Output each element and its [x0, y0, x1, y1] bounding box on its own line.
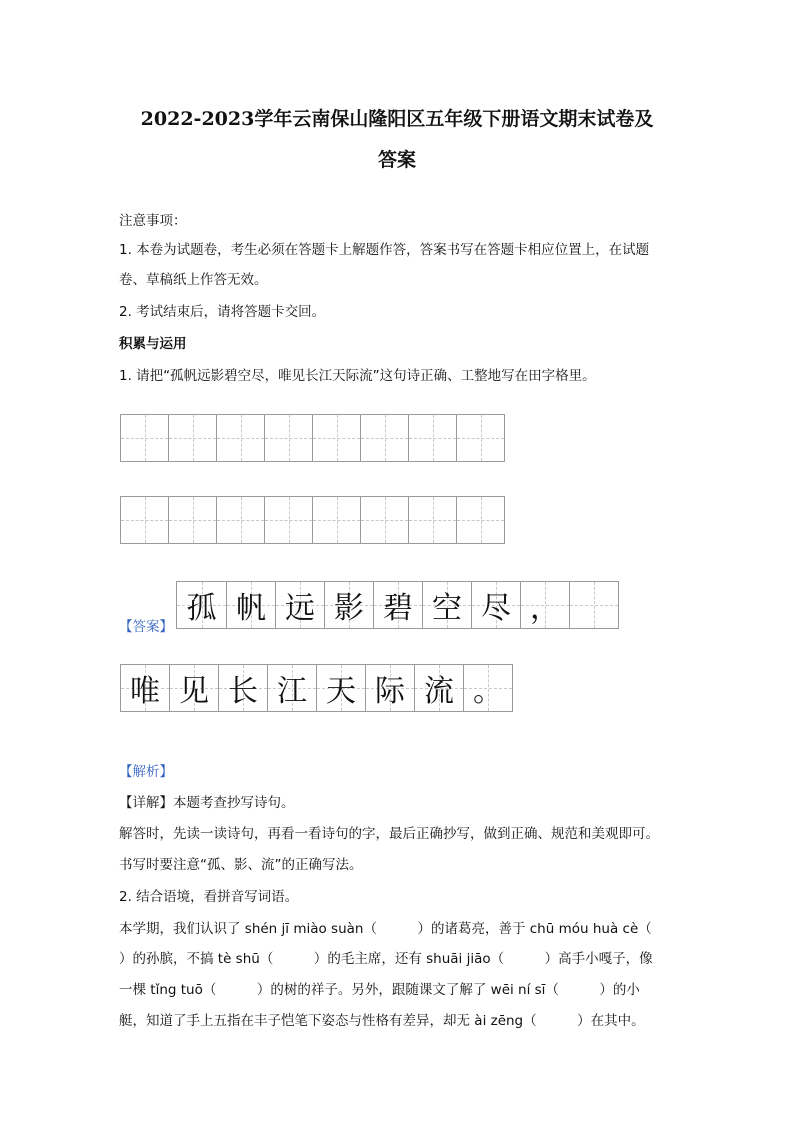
question-2-line-2: ）的孙膑，不搞 tè shū（ ）的毛主席，还有 shuāi jiāo（ ）高手小嘎子，像	[119, 951, 653, 967]
answer-cell	[325, 581, 374, 629]
grid-cell[interactable]	[169, 414, 217, 462]
answer-cell	[170, 664, 219, 712]
answer-char: 远	[285, 591, 315, 626]
grid-cell[interactable]	[361, 496, 409, 544]
notice-item-1: 1. 本卷为试题卷，考生必须在答题卡上解题作答，答案书写在答题卡相应位置上，在试题	[119, 242, 650, 258]
detail-text: 本题考查抄写诗句。	[173, 795, 295, 811]
writing-grid-row-1[interactable]	[120, 414, 505, 462]
detail-line	[119, 791, 295, 811]
answer-char: 见	[179, 674, 209, 709]
answer-cell	[423, 581, 472, 629]
answer-char: 尽	[481, 591, 511, 626]
answer-char: 际	[375, 674, 405, 709]
grid-cell[interactable]	[457, 496, 505, 544]
answer-cell	[276, 581, 325, 629]
question-2-line-4: 艇，知道了手上五指在丰子恺笔下姿态与性格有差异，却无 ài zēng（ ）在其中。	[119, 1013, 645, 1029]
answer-cell	[521, 581, 570, 629]
grid-cell[interactable]	[121, 414, 169, 462]
answer-cell	[415, 664, 464, 712]
answer-cell	[570, 581, 619, 629]
answer-label: 【答案】	[119, 619, 173, 635]
answer-char: 帆	[236, 591, 266, 626]
question-1: 1. 请把“孤帆远影碧空尽，唯见长江天际流”这句诗正确、工整地写在田字格里。	[119, 368, 596, 384]
notice-heading: 注意事项：	[119, 213, 187, 229]
answer-cell	[227, 581, 276, 629]
answer-cell	[121, 664, 170, 712]
section-heading: 积累与运用	[119, 336, 187, 352]
answer-cell	[268, 664, 317, 712]
answer-char: 天	[326, 674, 356, 709]
answer-char: ，	[530, 591, 560, 626]
writing-grid-row-2[interactable]	[120, 496, 505, 544]
analysis-paragraph-2: 书写时要注意“孤、影、流”的正确写法。	[119, 857, 363, 873]
answer-cell	[219, 664, 268, 712]
answer-cell	[464, 664, 513, 712]
answer-char: 孤	[186, 591, 217, 626]
grid-cell[interactable]	[265, 414, 313, 462]
answer-char: 。	[473, 674, 503, 709]
grid-cell[interactable]	[121, 496, 169, 544]
notice-item-2: 2. 考试结束后，请将答题卡交回。	[119, 304, 326, 320]
detail-label: 【详解】	[119, 795, 173, 811]
answer-char: 长	[228, 674, 258, 709]
answer-char: 影	[334, 591, 364, 626]
exam-title-line1: 2022-2023学年云南保山隆阳区五年级下册语文期末试卷及	[140, 108, 654, 130]
answer-grid-row-1	[176, 581, 619, 629]
answer-cell	[472, 581, 521, 629]
answer-char: 流	[424, 674, 454, 709]
exam-title-line2: 答案	[377, 149, 416, 171]
question-2-line-3: 一棵 tǐng tuō（ ）的树的祥子。另外，跟随课文了解了 wēi ní sī（ ）的小	[119, 982, 640, 998]
analysis-label: 【解析】	[119, 764, 173, 780]
question-2-line-1: 本学期，我们认识了 shén jī miào suàn（ ）的诸葛亮，善于 chū móu huà cè（	[119, 921, 652, 937]
grid-cell[interactable]	[409, 414, 457, 462]
grid-cell[interactable]	[457, 414, 505, 462]
answer-char: 唯	[130, 674, 160, 709]
question-2: 2. 结合语境，看拼音写词语。	[119, 889, 299, 905]
analysis-paragraph-1: 解答时，先读一读诗句，再看一看诗句的字，最后正确抄写，做到正确、规范和美观即可。	[119, 826, 659, 842]
grid-cell[interactable]	[361, 414, 409, 462]
grid-cell[interactable]	[409, 496, 457, 544]
answer-cell	[317, 664, 366, 712]
answer-cell	[374, 581, 423, 629]
answer-grid-row-2	[120, 664, 513, 712]
answer-cell	[177, 581, 227, 629]
answer-char: 碧	[383, 591, 413, 626]
grid-cell[interactable]	[313, 414, 361, 462]
grid-cell[interactable]	[313, 496, 361, 544]
answer-char: 空	[432, 591, 462, 626]
notice-item-1-cont: 卷、草稿纸上作答无效。	[119, 272, 268, 288]
grid-cell[interactable]	[169, 496, 217, 544]
grid-cell[interactable]	[217, 496, 265, 544]
grid-cell[interactable]	[265, 496, 313, 544]
answer-char: 江	[277, 674, 307, 709]
grid-cell[interactable]	[217, 414, 265, 462]
answer-cell	[366, 664, 415, 712]
